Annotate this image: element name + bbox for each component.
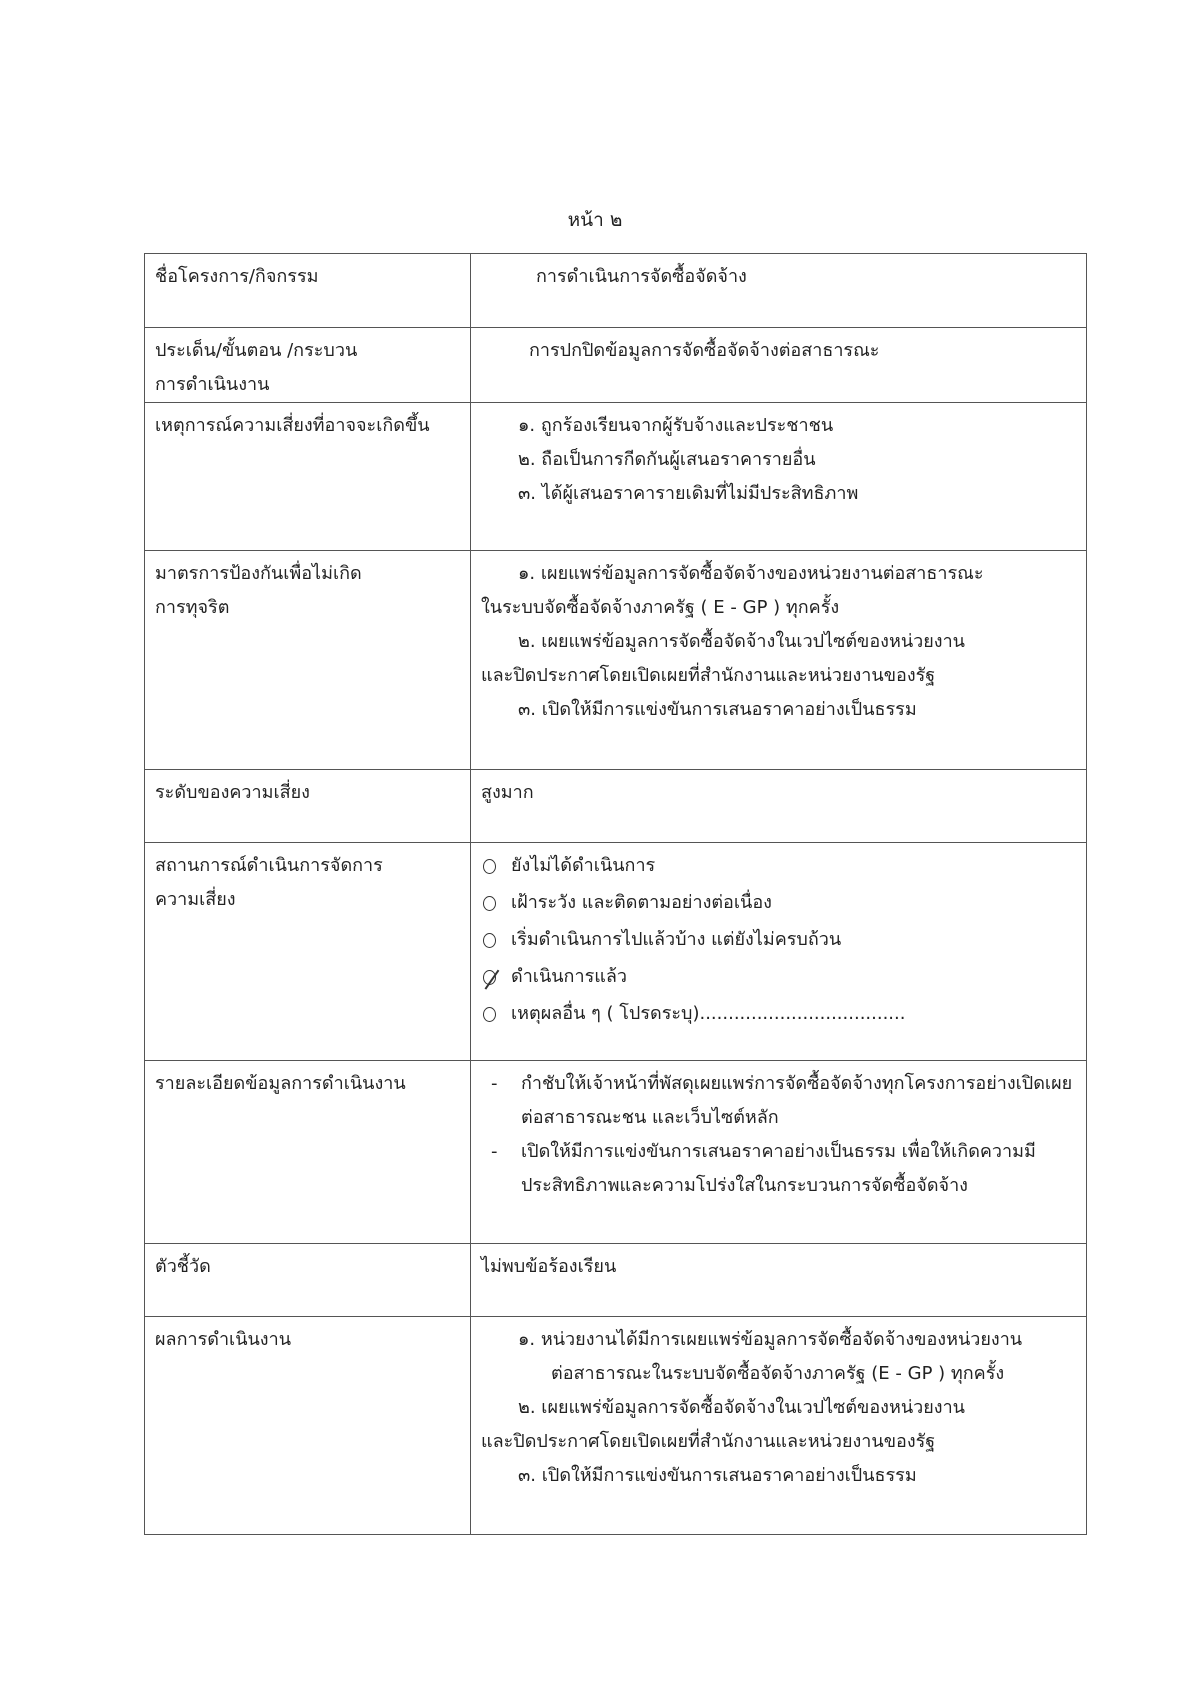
label-results: ผลการดำเนินงาน (145, 1317, 471, 1535)
label-risk-events: เหตุการณ์ความเสี่ยงที่อาจจะเกิดขึ้น (145, 403, 471, 551)
table-row-risk-events (145, 403, 1087, 551)
radio-circle-icon (483, 896, 496, 911)
label-project: ชื่อโครงการ/กิจกรรม (145, 254, 471, 328)
list-item: - เปิดให้มีการแข่งขันการเสนอราคาอย่างเป็นธรรม เพื่อให้เกิดความมีประสิทธิภาพและความโปร่งใสในกระบวนการจัดซื้อจัดจ้าง (491, 1141, 1036, 1196)
label-indicator: ตัวชี้วัด (145, 1244, 471, 1317)
value-results: ๑. หน่วยงานได้มีการเผยแพร่ข้อมูลการจัดซื้อจัดจ้างของหน่วยงาน ต่อสาธารณะในระบบจัดซื้อจัดจ้างภาครัฐ (E - GP ) ทุกครั้ง ๒. เผยแพร่ข้อมูลการจัดซื้อจัดจ้างในเวปไซต์ของหน่วยงาน และปิดประกาศโดยเปิดเผยที่สำนักงานและหน่วยงานของรัฐ ๓. เปิดให้มีการแข่งขันการเสนอราคาอย่างเป็นธรรม (471, 1317, 1087, 1535)
status-option-not-started[interactable]: ยังไม่ได้ดำเนินการ (481, 849, 1078, 886)
table-row-details (145, 1061, 1087, 1244)
value-project: การดำเนินการจัดซื้อจัดจ้าง (471, 254, 1087, 328)
list-item: ๒. ถือเป็นการกีดกันผู้เสนอราคารายอื่น (518, 449, 816, 470)
list-item: ๓. ได้ผู้เสนอราคารายเดิมที่ไม่มีประสิทธิภาพ (518, 483, 859, 504)
label-prevention: มาตรการป้องกันเพื่อไม่เกิด การทุจริต (145, 551, 471, 770)
status-option-monitoring[interactable]: เฝ้าระวัง และติดตามอย่างต่อเนื่อง (481, 886, 1078, 923)
value-issue: การปกปิดข้อมูลการจัดซื้อจัดจ้างต่อสาธารณะ (471, 328, 1087, 403)
label-risk-level: ระดับของความเสี่ยง (145, 770, 471, 843)
status-option-done[interactable]: ดำเนินการแล้ว (481, 960, 1078, 997)
table-row-project (145, 254, 1087, 328)
table-row-issue (145, 328, 1087, 403)
label-status: สถานการณ์ดำเนินการจัดการ ความเสี่ยง (145, 843, 471, 1061)
radio-circle-icon (483, 933, 496, 948)
table-row-prevention (145, 551, 1087, 770)
radio-circle-icon (483, 859, 496, 874)
table-row-status (145, 843, 1087, 1061)
risk-assessment-table (144, 253, 1087, 1535)
list-item: - กำชับให้เจ้าหน้าที่พัสดุเผยแพร่การจัดซื้อจัดจ้างทุกโครงการอย่างเปิดเผยต่อสาธารณะชน และเว็บไซต์หลัก (491, 1073, 1073, 1128)
label-issue: ประเด็น/ขั้นตอน /กระบวน การดำเนินงาน (145, 328, 471, 403)
radio-circle-icon (483, 1007, 496, 1022)
list-item: ๑. ถูกร้องเรียนจากผู้รับจ้างและประชาชน (518, 415, 834, 436)
checked-circle-icon (483, 970, 496, 985)
value-status (471, 843, 1087, 1061)
table-row-risk-level (145, 770, 1087, 843)
status-option-other[interactable]: เหตุผลอื่น ๆ ( โปรดระบุ).................................... (481, 997, 1078, 1034)
value-risk-level: สูงมาก (471, 770, 1087, 843)
value-prevention: ๑. เผยแพร่ข้อมูลการจัดซื้อจัดจ้างของหน่วยงานต่อสาธารณะ ในระบบจัดซื้อจัดจ้างภาครัฐ ( E - GP ) ทุกครั้ง ๒. เผยแพร่ข้อมูลการจัดซื้อจัดจ้างในเวปไซต์ของหน่วยงาน และปิดประกาศโดยเปิดเผยที่สำนักงานและหน่วยงานของรัฐ ๓. เปิดให้มีการแข่งขันการเสนอราคาอย่างเป็นธรรม (471, 551, 1087, 770)
value-details (471, 1061, 1087, 1244)
value-risk-events (471, 403, 1087, 551)
value-indicator: ไม่พบข้อร้องเรียน (471, 1244, 1087, 1317)
table-row-indicator (145, 1244, 1087, 1317)
status-option-partial[interactable]: เริ่มดำเนินการไปแล้วบ้าง แต่ยังไม่ครบถ้วน (481, 923, 1078, 960)
page-number: หน้า ๒ (567, 209, 623, 231)
table-row-results (145, 1317, 1087, 1535)
label-details: รายละเอียดข้อมูลการดำเนินงาน (145, 1061, 471, 1244)
